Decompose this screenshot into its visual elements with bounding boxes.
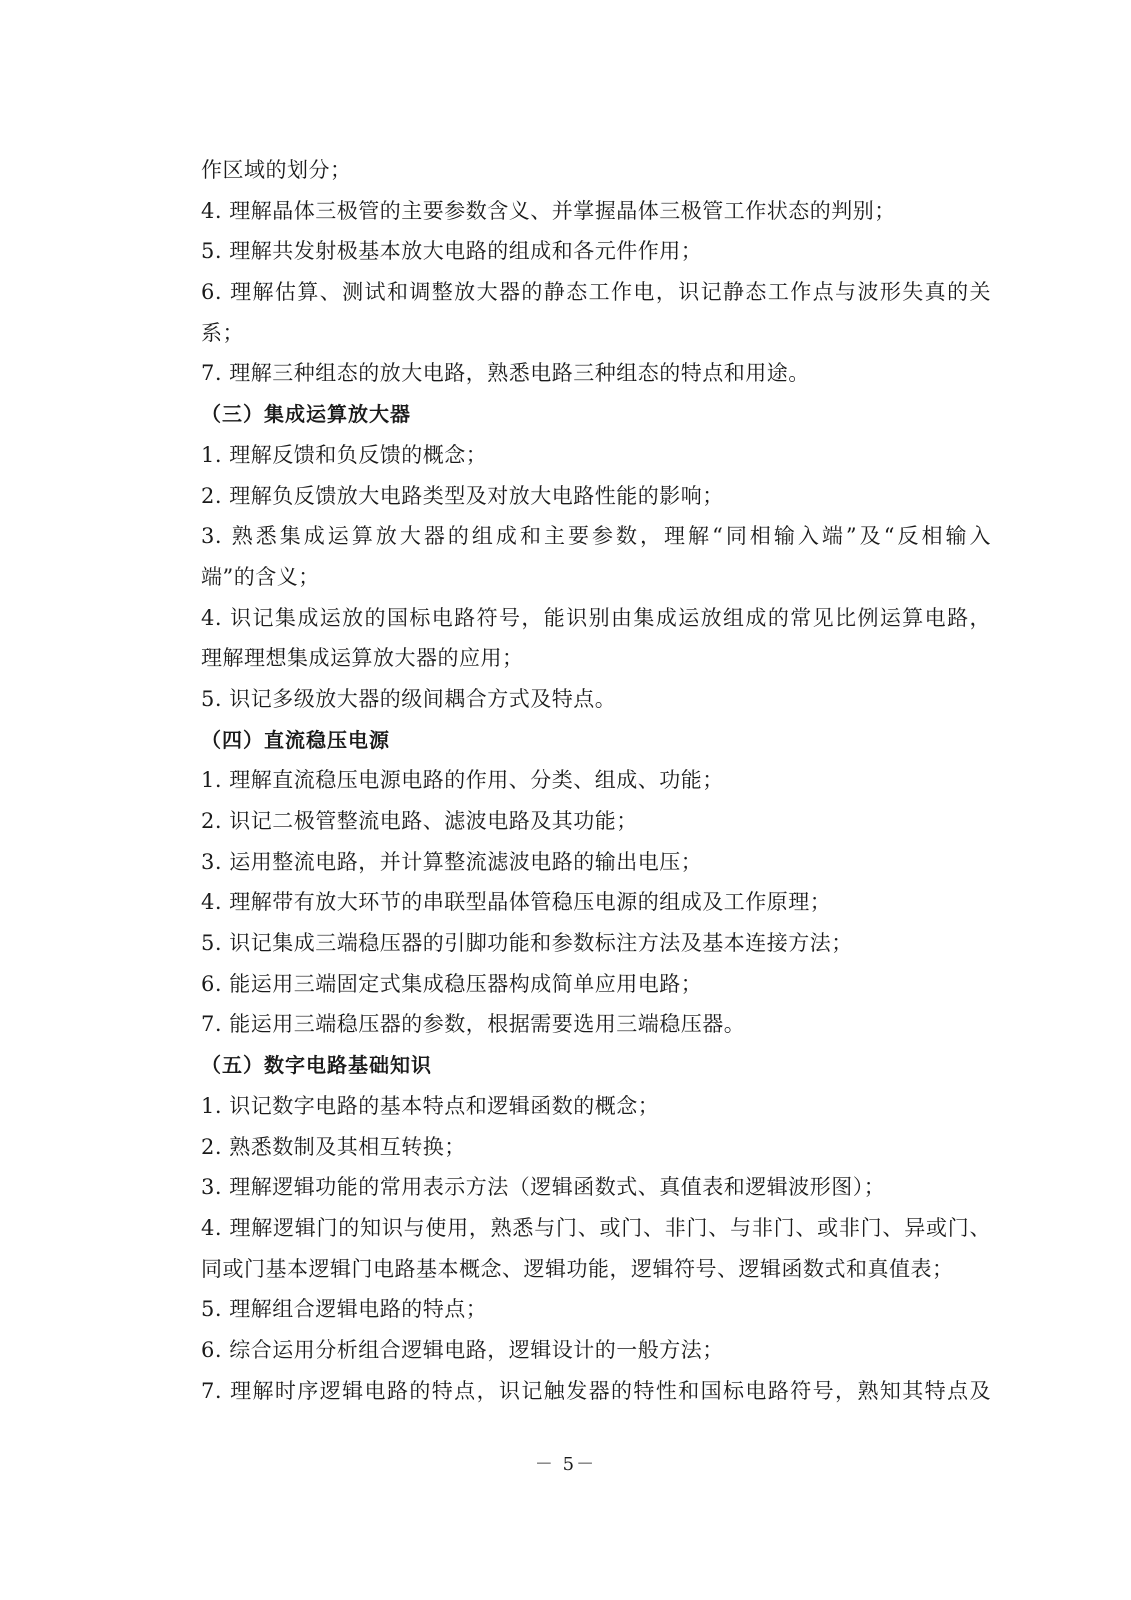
text-line: 7. 理解时序逻辑电路的特点，识记触发器的特性和国标电路符号，熟知其特点及 — [201, 1378, 991, 1403]
text-line: 6. 综合运用分析组合逻辑电路，逻辑设计的一般方法； — [201, 1337, 724, 1362]
section-heading: （四）直流稳压电源 — [201, 727, 390, 752]
text-line: 理解理想集成运算放大器的应用； — [201, 646, 524, 671]
text-line: 6. 能运用三端固定式集成稳压器构成简单应用电路； — [201, 971, 703, 996]
text-line: 5. 理解组合逻辑电路的特点； — [201, 1297, 488, 1322]
text-line: 6. 理解估算、测试和调整放大器的静态工作电，识记静态工作点与波形失真的关 — [201, 280, 991, 305]
text-line: 3. 运用整流电路，并计算整流滤波电路的输出电压； — [201, 849, 703, 874]
section-heading: （五）数字电路基础知识 — [201, 1053, 432, 1078]
text-line: 2. 理解负反馈放大电路类型及对放大电路性能的影响； — [201, 483, 724, 508]
text-line: 1. 识记数字电路的基本特点和逻辑函数的概念； — [201, 1093, 660, 1118]
text-line: 7. 理解三种组态的放大电路，熟悉电路三种组态的特点和用途。 — [201, 361, 810, 386]
page-number: － 5－ — [534, 1454, 597, 1475]
text-line: 同或门基本逻辑门电路基本概念、逻辑功能，逻辑符号、逻辑函数式和真值表； — [201, 1256, 954, 1281]
text-line: 5. 识记集成三端稳压器的引脚功能和参数标注方法及基本连接方法； — [201, 931, 853, 956]
text-line: 2. 熟悉数制及其相互转换； — [201, 1134, 466, 1159]
text-line: 5. 识记多级放大器的级间耦合方式及特点。 — [201, 686, 617, 711]
body-text — [201, 150, 991, 1411]
text-line: 4. 理解晶体三极管的主要参数含义、并掌握晶体三极管工作状态的判别； — [201, 198, 896, 223]
text-line: 1. 理解直流稳压电源电路的作用、分类、组成、功能； — [201, 768, 724, 793]
text-line: 7. 能运用三端稳压器的参数，根据需要选用三端稳压器。 — [201, 1012, 746, 1037]
text-line: 4. 理解带有放大环节的串联型晶体管稳压电源的组成及工作原理； — [201, 890, 832, 915]
text-line: 4. 识记集成运放的国标电路符号，能识别由集成运放组成的常见比例运算电路， — [201, 605, 991, 630]
text-line: 作区域的划分； — [201, 158, 352, 182]
text-line: 3. 熟悉集成运算放大器的组成和主要参数，理解“同相输入端”及“反相输入 — [201, 524, 991, 549]
text-line: 2. 识记二极管整流电路、滤波电路及其功能； — [201, 809, 638, 833]
text-line: 1. 理解反馈和负反馈的概念； — [201, 442, 488, 467]
text-line: 3. 理解逻辑功能的常用表示方法（逻辑函数式、真值表和逻辑波形图）； — [201, 1175, 886, 1200]
text-line: 5. 理解共发射极基本放大电路的组成和各元件作用； — [201, 239, 703, 264]
text-line: 端”的含义； — [201, 564, 320, 589]
text-line: 4. 理解逻辑门的知识与使用，熟悉与门、或门、非门、与非门、或非门、异或门、 — [201, 1215, 991, 1240]
text-line: 系； — [201, 320, 244, 345]
section-heading: （三）集成运算放大器 — [201, 402, 411, 427]
